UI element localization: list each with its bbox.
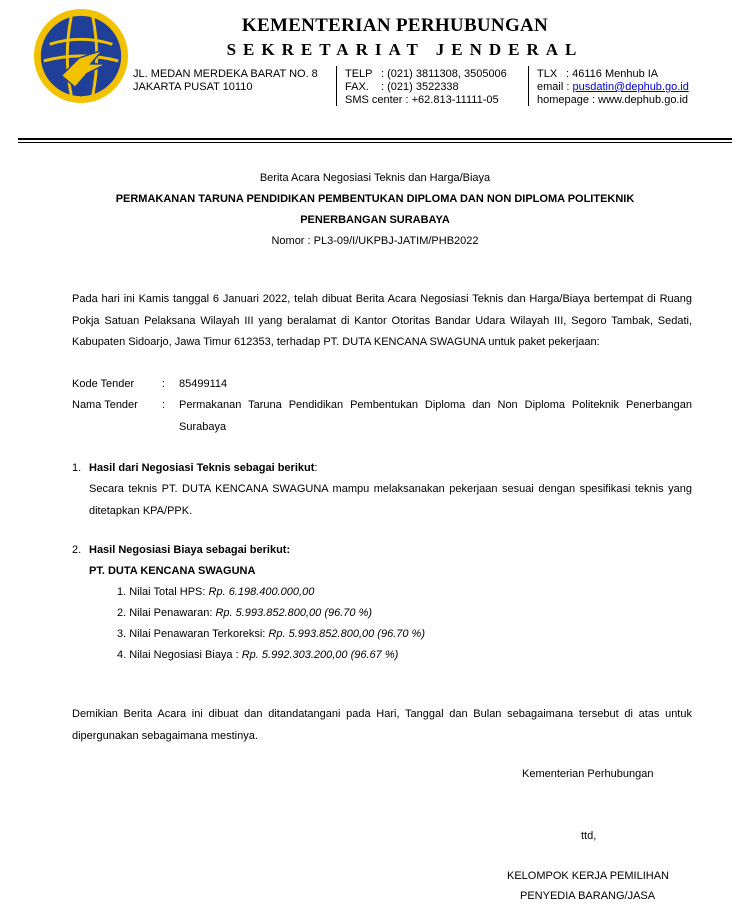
fax-value: : (021) 3522338 [381,81,459,93]
kode-value: 85499114 [179,378,228,390]
tlx-value: : 46116 Menhub IA [566,68,659,80]
header-rule [18,138,732,140]
divider [528,66,529,106]
section2-number: 2. [72,544,82,556]
signature-group: KELOMPOK KERJA PEMILIHAN [507,870,669,882]
section1-number: 1. [72,462,82,474]
cost-value: Rp. 5.993.852.800,00 (96.70 %) [215,607,373,619]
kode-colon: : [162,378,166,390]
telp-value: : (021) 3811308, 3505006 [381,68,507,80]
section1-heading: Hasil dari Negosiasi Teknis sebagai berikut [89,462,315,474]
doc-title: Berita Acara Negosiasi Teknis dan Harga/Biaya [259,172,491,184]
signature-ttd: ttd, [581,830,597,842]
cost-value: Rp. 6.198.400.000,00 [208,586,315,598]
cost-item: 2. Nilai Penawaran: Rp. 5.993.852.800,00 (96.70 %) [117,607,373,619]
header-rule-thin [18,142,732,143]
telp-label: TELP [345,68,373,80]
section1-colon: : [314,462,318,474]
email-label: email : [537,81,573,93]
homepage: homepage : www.dephub.go.id [537,94,689,106]
nama-colon: : [162,399,166,411]
sms-center: SMS center : +62.813-11111-05 [345,94,499,106]
intro-paragraph: Pada hari ini Kamis tanggal 6 Januari 2022, telah dibuat Berita Acara Negosiasi Teknis dan Harga/Biaya bertempat di Ruang Pokja Satuan Pelaksana Wilayah III yang beralamat di Kantor Otoritas Bandar Udara Wilayah III, Segoro Tambak, Sedati, Kabupaten Sidoarjo, Jawa Timur 612353, terhadap PT. DUTA KENCANA SWAGUNA untuk paket pekerjaan: [72,293,692,348]
doc-subject-cont: PENERBANGAN SURABAYA [300,214,450,226]
signature-group-cont: PENYEDIA BARANG/JASA [520,890,656,902]
org-name: KEMENTERIAN PERHUBUNGAN [241,15,549,36]
contact-block [345,68,507,107]
tlx-label: TLX [537,68,558,80]
doc-number: Nomor : PL3-09/I/UKPBJ-JATIM/PHB2022 [271,235,479,247]
kode-label: Kode Tender [72,378,135,390]
company-name: PT. DUTA KENCANA SWAGUNA [89,565,256,577]
address-block [133,68,318,94]
divider [336,66,337,106]
nama-label: Nama Tender [72,399,138,411]
address-line: JAKARTA PUSAT 10110 [133,81,253,93]
doc-subject: PERMAKANAN TARUNA PENDIDIKAN PEMBENTUKAN DIPLOMA DAN NON DIPLOMA POLITEKNIK [115,193,635,205]
cost-value: Rp. 5.992.303.200,00 (96.67 %) [241,649,399,661]
online-block [537,68,689,107]
nama-value: Permakanan Taruna Pendidikan Pembentukan Diploma dan Non Diploma Politeknik Penerbangan Surabaya [179,399,692,433]
address-line: JL. MEDAN MERDEKA BARAT NO. 8 [133,68,318,80]
section2-heading: Hasil Negosiasi Biaya sebagai berikut: [89,544,291,556]
fax-label: FAX. [345,81,369,93]
cost-item: 3. Nilai Penawaran Terkoreksi: Rp. 5.993.852.800,00 (96.70 %) [117,628,425,640]
cost-value: Rp. 5.993.852.800,00 (96.70 %) [268,628,425,640]
cost-item: 4. Nilai Negosiasi Biaya : Rp. 5.992.303.200,00 (96.67 %) [117,649,399,661]
signature-org: Kementerian Perhubungan [522,768,654,780]
org-subname: SEKRETARIAT JENDERAL [226,40,584,59]
cost-item: 1. Nilai Total HPS: Rp. 6.198.400.000,00 [117,586,315,598]
closing-paragraph: Demikian Berita Acara ini dibuat dan ditandatangani pada Hari, Tanggal dan Bulan sebagaimana tersebut di atas untuk dipergunakan sebagaimana mestinya. [72,708,692,742]
email-link[interactable]: pusdatin@dephub.go.id [572,81,689,93]
section1-body: Secara teknis PT. DUTA KENCANA SWAGUNA mampu melaksanakan pekerjaan sesuai dengan spesifikasi teknis yang ditetapkan KPA/PPK. [89,483,692,517]
